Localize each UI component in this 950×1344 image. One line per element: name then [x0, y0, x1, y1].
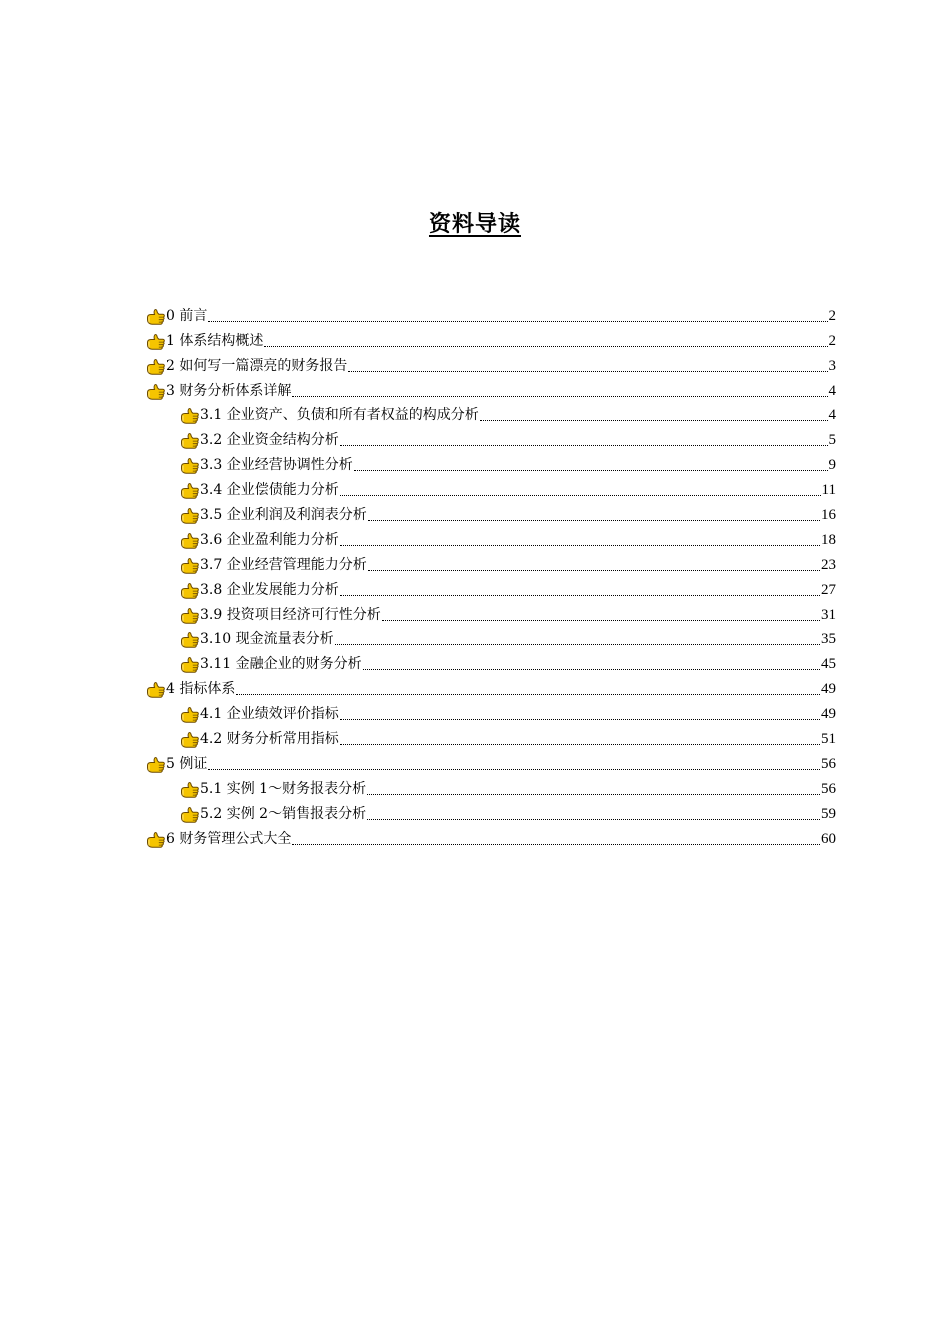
- toc-entry-page-number: 11: [821, 482, 836, 499]
- toc-entry[interactable]: [146, 524, 836, 549]
- toc-entry[interactable]: [146, 375, 836, 400]
- toc-entry[interactable]: [146, 300, 836, 325]
- toc-entry[interactable]: [146, 499, 836, 524]
- dot-leader: [292, 844, 820, 845]
- dot-leader: [340, 445, 828, 446]
- dot-leader: [340, 495, 821, 496]
- pointing-hand-icon: [180, 407, 200, 425]
- dot-leader: [363, 669, 820, 670]
- toc-entry[interactable]: [146, 648, 836, 673]
- pointing-hand-icon: [180, 781, 200, 799]
- toc-entry-label: 3.9 投资项目经济可行性分析: [200, 606, 381, 623]
- toc-entry[interactable]: [146, 599, 836, 624]
- toc-entry-label: 3 财务分析体系详解: [166, 382, 292, 399]
- pointing-hand-icon: [146, 756, 166, 774]
- toc-entry-page-number: 4: [828, 382, 836, 399]
- toc-entry-label: 3.6 企业盈利能力分析: [200, 531, 339, 548]
- pointing-hand-icon: [180, 507, 200, 525]
- toc-entry-label: 5.2 实例 2～销售报表分析: [200, 805, 367, 822]
- pointing-hand-icon: [180, 532, 200, 550]
- toc-entry-label: 5.1 实例 1～财务报表分析: [200, 780, 367, 797]
- dot-leader: [480, 420, 828, 421]
- toc-entry-page-number: 2: [828, 307, 836, 324]
- toc-entry[interactable]: [146, 449, 836, 474]
- toc-entry-label: 3.10 现金流量表分析: [200, 631, 334, 648]
- pointing-hand-icon: [180, 631, 200, 649]
- toc-entry-label: 2 如何写一篇漂亮的财务报告: [166, 357, 348, 374]
- toc-entry[interactable]: [146, 474, 836, 499]
- dot-leader: [340, 719, 820, 720]
- dot-leader: [367, 794, 820, 795]
- toc-entry[interactable]: [146, 624, 836, 649]
- toc-entry-label: 4 指标体系: [166, 681, 236, 698]
- toc-entry[interactable]: [146, 424, 836, 449]
- toc-entry-label: 6 财务管理公式大全: [166, 830, 292, 847]
- toc-entry[interactable]: [146, 823, 836, 848]
- toc-entry-page-number: 3: [828, 357, 836, 374]
- toc-entry-page-number: 56: [821, 780, 836, 797]
- toc-entry-page-number: 59: [821, 805, 836, 822]
- toc-entry-label: 4.1 企业绩效评价指标: [200, 706, 339, 723]
- toc-entry-page-number: 9: [828, 457, 836, 474]
- pointing-hand-icon: [146, 333, 166, 351]
- dot-leader: [264, 346, 827, 347]
- toc-entry-page-number: 27: [821, 581, 836, 598]
- dot-leader: [340, 545, 820, 546]
- toc-entry[interactable]: [146, 698, 836, 723]
- toc-entry-label: 3.7 企业经营管理能力分析: [200, 556, 367, 573]
- toc-entry-page-number: 5: [828, 432, 836, 449]
- dot-leader: [292, 396, 827, 397]
- toc-entry-label: 3.4 企业偿债能力分析: [200, 482, 339, 499]
- pointing-hand-icon: [180, 731, 200, 749]
- pointing-hand-icon: [180, 557, 200, 575]
- toc-entry-label: 0 前言: [166, 307, 208, 324]
- toc-entry-page-number: 35: [821, 631, 836, 648]
- pointing-hand-icon: [180, 457, 200, 475]
- toc-entry[interactable]: [146, 549, 836, 574]
- toc-entry-page-number: 23: [821, 556, 836, 573]
- pointing-hand-icon: [146, 308, 166, 326]
- toc-entry[interactable]: [146, 673, 836, 698]
- dot-leader: [367, 819, 820, 820]
- toc-entry[interactable]: [146, 723, 836, 748]
- dot-leader: [368, 570, 820, 571]
- toc-entry-label: 3.8 企业发展能力分析: [200, 581, 339, 598]
- dot-leader: [354, 470, 828, 471]
- pointing-hand-icon: [146, 681, 166, 699]
- document-title: [0, 208, 950, 242]
- toc-entry-page-number: 45: [821, 656, 836, 673]
- toc-entry-page-number: 49: [821, 706, 836, 723]
- dot-leader: [236, 694, 820, 695]
- table-of-contents: [146, 300, 836, 848]
- pointing-hand-icon: [180, 656, 200, 674]
- dot-leader: [348, 371, 827, 372]
- pointing-hand-icon: [146, 358, 166, 376]
- toc-entry-page-number: 60: [821, 830, 836, 847]
- pointing-hand-icon: [180, 482, 200, 500]
- toc-entry[interactable]: [146, 748, 836, 773]
- toc-entry-label: 3.11 金融企业的财务分析: [200, 656, 362, 673]
- pointing-hand-icon: [180, 607, 200, 625]
- toc-entry-page-number: 51: [821, 731, 836, 748]
- dot-leader: [382, 620, 820, 621]
- toc-entry-page-number: 2: [828, 332, 836, 349]
- toc-entry-label: 3.1 企业资产、负债和所有者权益的构成分析: [200, 407, 479, 424]
- dot-leader: [208, 769, 820, 770]
- dot-leader: [340, 744, 820, 745]
- toc-entry-label: 3.5 企业利润及利润表分析: [200, 507, 367, 524]
- toc-entry-page-number: 31: [821, 606, 836, 623]
- dot-leader: [368, 520, 820, 521]
- toc-entry-page-number: 4: [828, 407, 836, 424]
- pointing-hand-icon: [180, 806, 200, 824]
- toc-entry-label: 5 例证: [166, 755, 208, 772]
- pointing-hand-icon: [180, 582, 200, 600]
- pointing-hand-icon: [180, 706, 200, 724]
- toc-entry-page-number: 56: [821, 755, 836, 772]
- dot-leader: [208, 321, 827, 322]
- pointing-hand-icon: [146, 831, 166, 849]
- toc-entry[interactable]: [146, 798, 836, 823]
- document-title-text: 资料导读: [428, 212, 521, 237]
- toc-entry-label: 3.3 企业经营协调性分析: [200, 457, 353, 474]
- toc-entry-page-number: 16: [821, 507, 836, 524]
- toc-entry-label: 1 体系结构概述: [166, 332, 264, 349]
- toc-entry[interactable]: [146, 325, 836, 350]
- pointing-hand-icon: [180, 432, 200, 450]
- toc-entry[interactable]: [146, 773, 836, 798]
- toc-entry[interactable]: [146, 350, 836, 375]
- toc-entry-label: 4.2 财务分析常用指标: [200, 731, 339, 748]
- toc-entry-page-number: 49: [821, 681, 836, 698]
- toc-entry-page-number: 18: [821, 531, 836, 548]
- toc-entry-label: 3.2 企业资金结构分析: [200, 432, 339, 449]
- toc-entry[interactable]: [146, 574, 836, 599]
- toc-entry[interactable]: [146, 400, 836, 425]
- pointing-hand-icon: [146, 383, 166, 401]
- dot-leader: [340, 595, 820, 596]
- dot-leader: [335, 644, 820, 645]
